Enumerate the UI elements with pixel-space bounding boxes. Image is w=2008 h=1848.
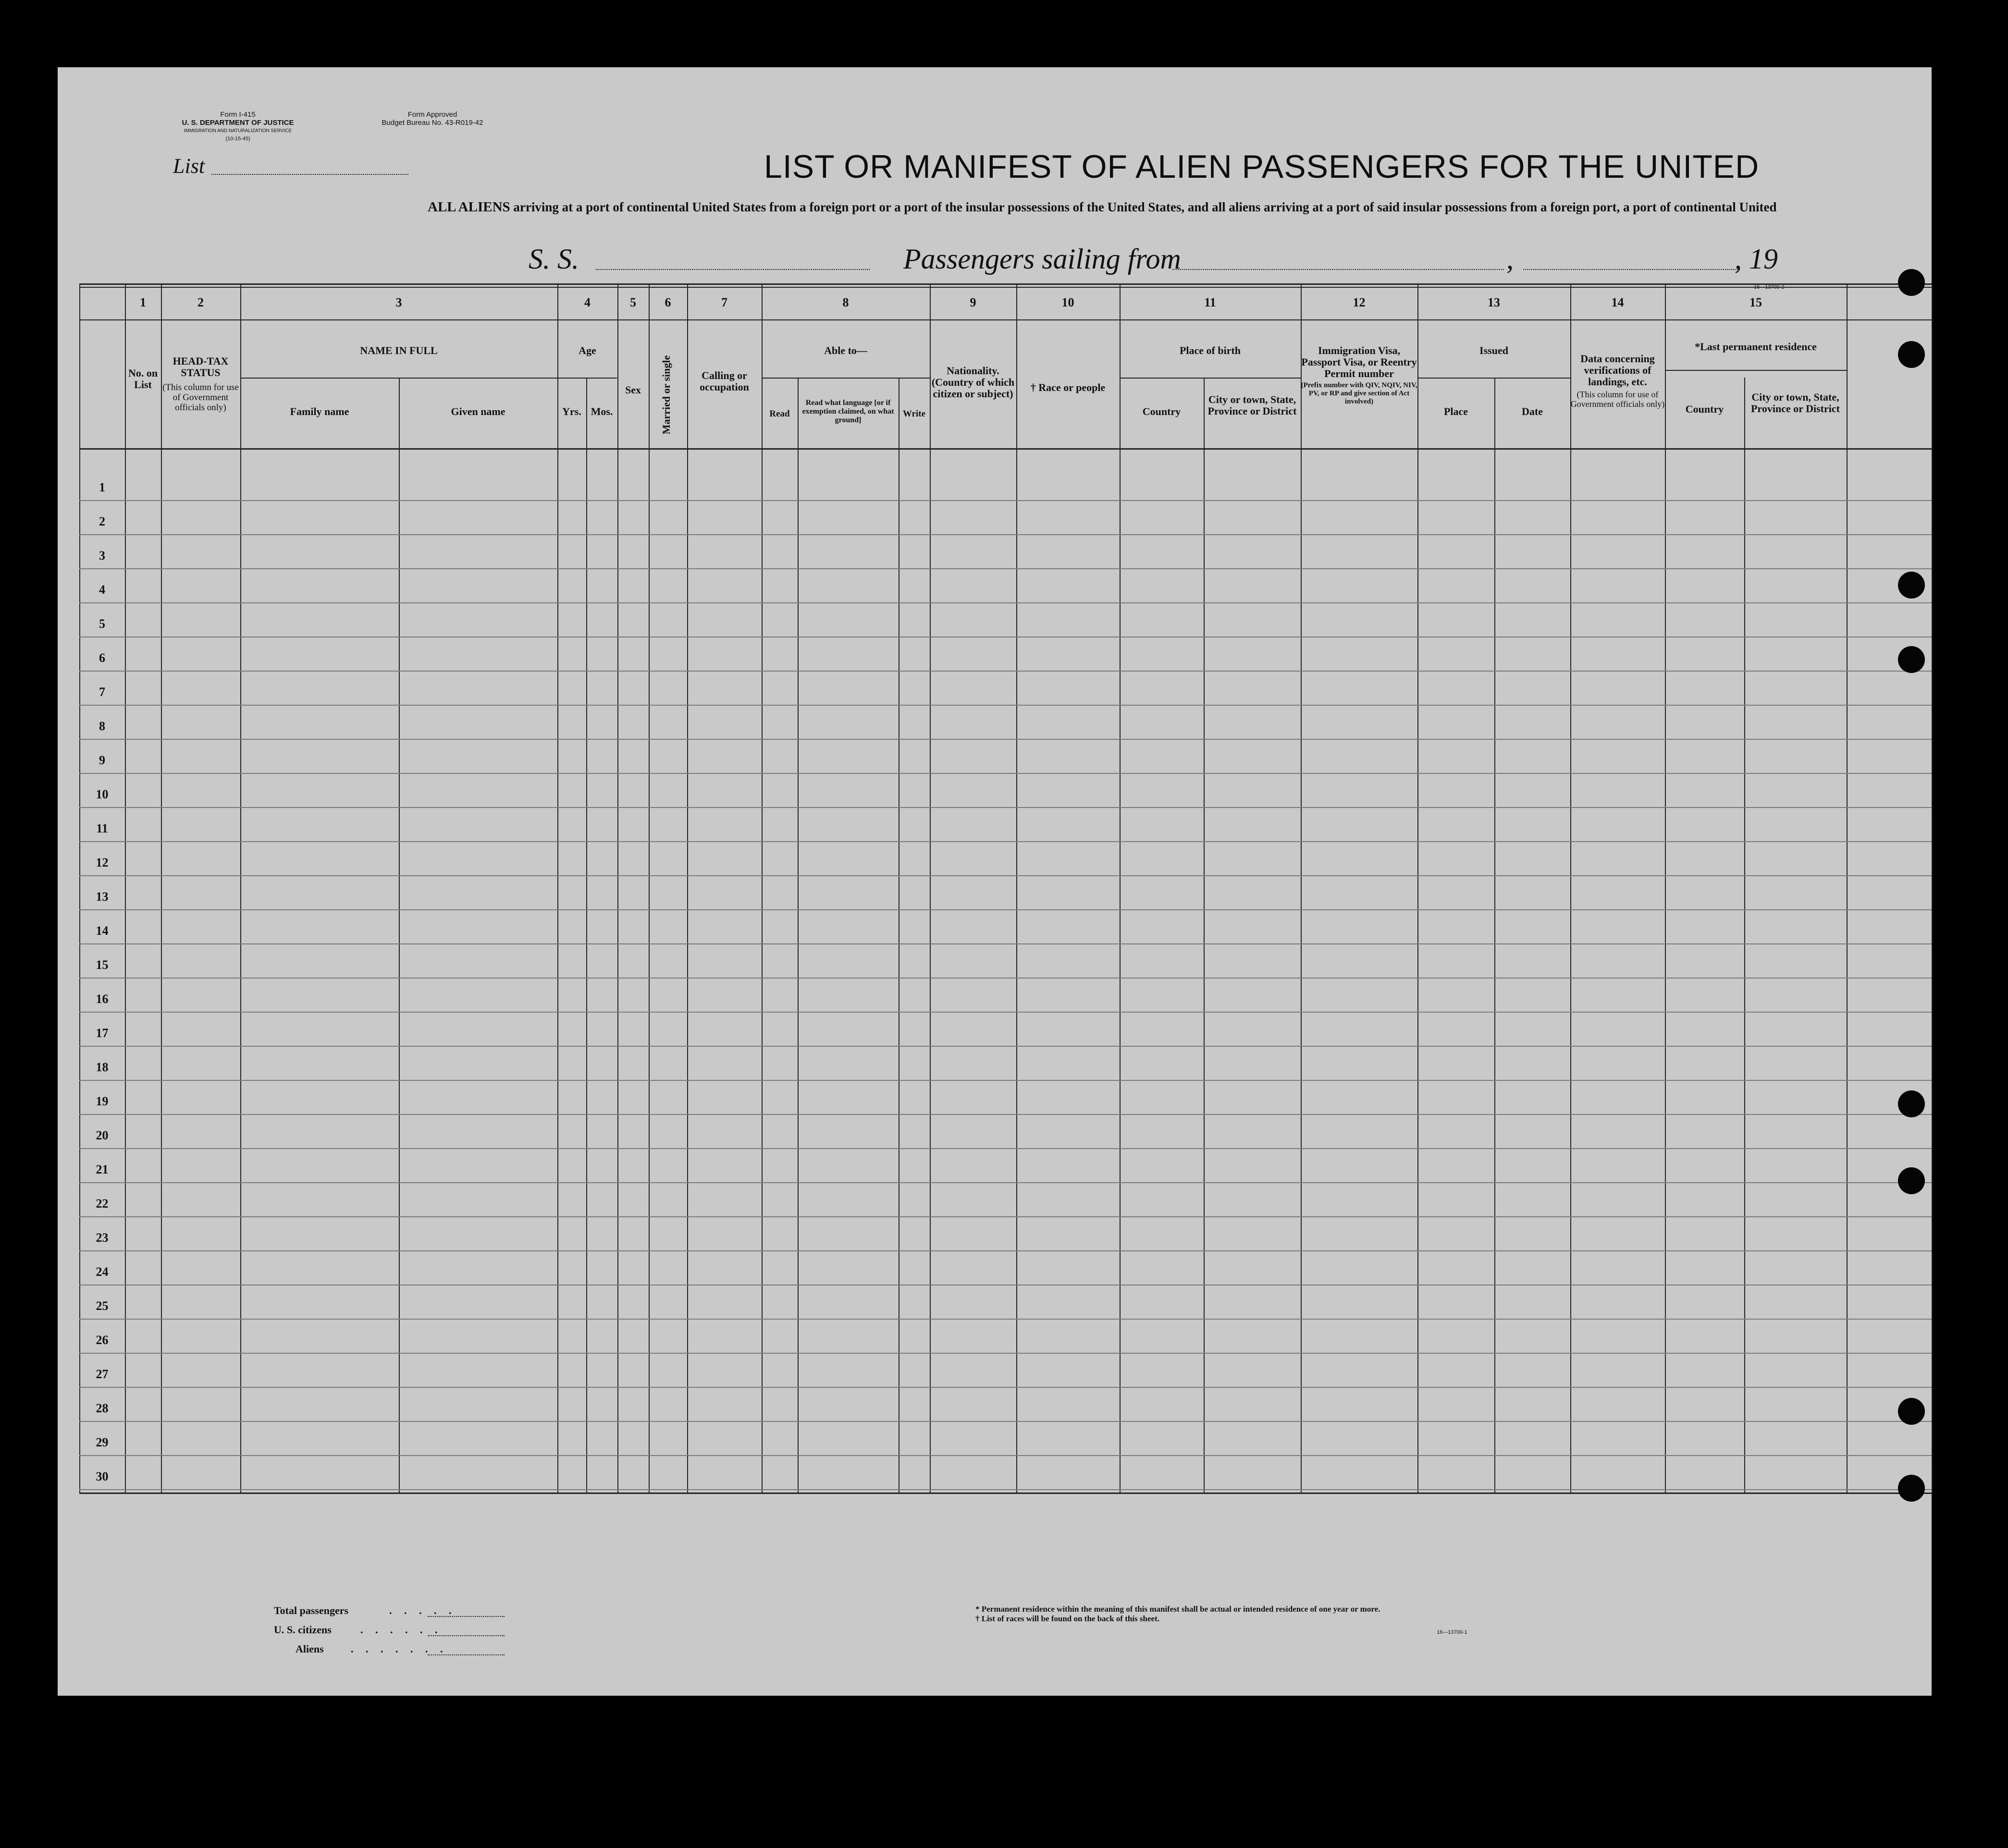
column-number: 8 (842, 295, 849, 309)
form-id-block (168, 110, 308, 143)
header-nationality: Nationality. (Country of which citizen or subject) (931, 365, 1015, 400)
us-citizens-label: U. S. citizens (274, 1624, 332, 1636)
column-rule (1847, 285, 1848, 1494)
header-yrs: Yrs. (562, 405, 581, 417)
column-rule (930, 285, 931, 1494)
footnote-residence: * Permanent residence within the meaning of this manifest shall be actual or intended residence of one year or more. (975, 1604, 1380, 1614)
table-row[interactable] (79, 978, 1932, 979)
header-head-tax (161, 355, 240, 413)
table-row[interactable] (79, 1421, 1932, 1422)
row-number: 16 (96, 992, 109, 1006)
table-row[interactable] (79, 1319, 1932, 1320)
row-number: 10 (96, 787, 109, 801)
header-calling: Calling or occupation (700, 369, 749, 393)
column-number: 6 (665, 295, 671, 309)
row-number: 28 (96, 1401, 109, 1415)
row-number: 9 (99, 753, 105, 767)
total-passengers-row: Total passengers . . . . . (274, 1604, 610, 1624)
header-place-of-birth: Place of birth (1179, 344, 1241, 356)
column-number: 14 (1611, 295, 1624, 309)
header-race: † Race or people (1030, 381, 1106, 393)
total-passengers-blank[interactable] (428, 1616, 505, 1617)
row-number: 14 (96, 924, 109, 938)
column-rule (1570, 285, 1571, 1494)
column-rule (125, 285, 126, 1494)
table-row[interactable] (79, 568, 1932, 569)
header-issued-place: Place (1443, 405, 1468, 417)
table-row[interactable] (79, 1012, 1932, 1013)
totals-block (274, 1604, 610, 1662)
row-number: 20 (96, 1128, 109, 1142)
footnote-races: † List of races will be found on the back of this sheet. (975, 1614, 1159, 1623)
issued-subheader-rule (1417, 378, 1570, 379)
header-mos: Mos. (591, 405, 613, 417)
column-rule (1665, 285, 1666, 1494)
header-married-or-single: Married or single (660, 355, 672, 435)
list-label: List (173, 154, 205, 178)
punch-hole (1898, 341, 1925, 368)
header-issued: Issued (1479, 344, 1508, 356)
header-data-concerning (1570, 353, 1665, 409)
row-number: 5 (99, 617, 105, 631)
table-row[interactable] (79, 807, 1932, 808)
aliens-row: Aliens . . . . . . . (274, 1643, 610, 1662)
punch-hole (1898, 646, 1925, 673)
column-number: 15 (1749, 295, 1762, 309)
form-date-code: (10-15-45) (225, 136, 250, 142)
column-number: 9 (970, 295, 976, 309)
column-rule (1744, 378, 1745, 1494)
header-sex: Sex (625, 384, 641, 396)
form-number: Form I-415 (220, 110, 256, 119)
data-concerning-title: Data concerning verifications of landings, etc. (1580, 353, 1655, 388)
column-rule (161, 285, 162, 1494)
aliens-label: Aliens (296, 1643, 324, 1655)
data-concerning-note: (This column for use of Government officials only) (1570, 390, 1665, 409)
table-row[interactable] (79, 1114, 1932, 1115)
row-number: 26 (96, 1333, 109, 1347)
table-row[interactable] (79, 841, 1932, 842)
table-row[interactable] (79, 671, 1932, 672)
punch-hole (1898, 1475, 1925, 1502)
row-number: 19 (96, 1094, 109, 1108)
age-subheader-rule (556, 378, 617, 379)
row-number: 17 (96, 1026, 109, 1040)
table-row[interactable] (79, 909, 1932, 910)
table-row[interactable] (79, 1216, 1932, 1217)
row-number: 27 (96, 1367, 109, 1381)
column-number: 11 (1204, 295, 1216, 309)
year-label: , 19 (1735, 243, 1778, 275)
row-number: 30 (96, 1469, 109, 1483)
column-rule (687, 285, 688, 1494)
form-approved: Form Approved (407, 110, 457, 119)
header-write: Write (902, 409, 926, 419)
table-row[interactable] (79, 602, 1932, 603)
department-name: U. S. DEPARTMENT OF JUSTICE (182, 119, 294, 127)
row-number: 1 (99, 480, 105, 494)
header-residence-city: City or town, State, Province or District (1751, 391, 1840, 415)
manifest-title: LIST OR MANIFEST OF ALIEN PASSENGERS FOR THE UNITED (764, 148, 1760, 185)
column-rule (586, 378, 587, 1494)
header-age: Age (579, 344, 596, 356)
row-number: 15 (96, 958, 109, 972)
punch-hole (1898, 1398, 1925, 1425)
column-rule (649, 285, 650, 1494)
header-birth-city: City or town, State, Province or District (1207, 393, 1297, 417)
name-subheader-rule (240, 378, 557, 379)
header-given-name: Given name (451, 405, 505, 417)
column-rule (1494, 378, 1495, 1494)
vessel-comma: , (1506, 243, 1514, 275)
column-rule (240, 285, 241, 1494)
header-read-what: Read what language [or if exemption claimed, on what ground] (802, 399, 894, 424)
row-number: 22 (96, 1197, 109, 1211)
head-tax-title: HEAD-TAX STATUS (172, 355, 229, 379)
column-number: 10 (1061, 295, 1074, 309)
total-passengers-label: Total passengers (274, 1604, 349, 1616)
list-number-blank[interactable] (211, 174, 408, 175)
header-birth-country: Country (1142, 405, 1181, 417)
number-row-rule (79, 319, 1932, 320)
budget-block (356, 110, 509, 127)
header-issued-date: Date (1522, 405, 1543, 417)
column-rule (1301, 285, 1302, 1494)
punch-hole (1898, 572, 1925, 599)
table-top-rule (79, 283, 1932, 285)
column-number: 1 (140, 295, 146, 309)
table-row[interactable] (79, 705, 1932, 706)
table-row[interactable] (79, 943, 1932, 944)
row-number: 3 (99, 549, 105, 563)
table-bottom-rule (79, 1493, 1932, 1494)
budget-bureau-no: Budget Bureau No. 43-R019-42 (382, 119, 483, 127)
column-number: 4 (584, 295, 591, 309)
row-number: 12 (96, 856, 109, 869)
row-number: 23 (96, 1231, 109, 1245)
row-number: 21 (96, 1163, 109, 1176)
head-tax-note: (This column for use of Government officials only) (162, 382, 239, 413)
us-citizens-blank[interactable] (428, 1635, 505, 1636)
subtitle-lead: ALL ALIENS (428, 199, 510, 215)
row-number: 13 (96, 890, 109, 904)
column-number: 5 (630, 295, 636, 309)
sailing-from-label: Passengers sailing from (903, 243, 1181, 275)
row-number: 18 (96, 1060, 109, 1074)
table-row[interactable] (79, 534, 1932, 535)
column-rule (1204, 378, 1205, 1494)
header-residence-country: Country (1685, 403, 1724, 415)
row-number: 25 (96, 1299, 109, 1313)
header-read: Read (769, 409, 790, 419)
column-rule (1932, 285, 1933, 1494)
column-rule (1016, 285, 1017, 1494)
table-row[interactable] (79, 1353, 1932, 1354)
column-rule (1120, 285, 1121, 1494)
column-number: 12 (1353, 295, 1366, 309)
column-rule (557, 285, 558, 1494)
service-name: IMMIGRATION AND NATURALIZATION SERVICE (184, 128, 292, 134)
table-row[interactable] (79, 739, 1932, 740)
header-visa (1301, 345, 1417, 406)
column-number: 13 (1488, 295, 1500, 309)
ss-label: S. S. (529, 243, 579, 275)
table-row[interactable] (79, 875, 1932, 876)
table-row[interactable] (79, 1046, 1932, 1047)
row-number: 4 (99, 583, 105, 597)
visa-title: Immigration Visa, Passport Visa, or Reentry Permit number (1301, 344, 1417, 379)
header-last-residence: *Last permanent residence (1695, 341, 1817, 353)
table-row[interactable] (79, 1387, 1932, 1388)
us-citizens-row: U. S. citizens . . . . . . (274, 1624, 610, 1643)
footnotes (975, 1604, 1552, 1624)
row-number: 7 (99, 685, 105, 699)
table-row[interactable] (79, 1148, 1932, 1149)
manifest-sheet (58, 67, 1932, 1696)
column-rule (762, 285, 763, 1494)
manifest-subtitle (428, 199, 1908, 215)
table-row[interactable] (79, 636, 1932, 637)
footnote-code: 16—13700-1 (1437, 1629, 1467, 1635)
able-subheader-rule (762, 378, 930, 379)
header-family-name: Family name (290, 405, 349, 417)
table-row[interactable] (79, 1455, 1932, 1456)
table-top-rule-2 (79, 287, 1932, 288)
date-blank[interactable] (1523, 269, 1739, 270)
table-row[interactable] (79, 1250, 1932, 1251)
row-number: 2 (99, 514, 105, 528)
header-bottom-rule (79, 448, 1932, 450)
column-rule (617, 285, 618, 1494)
row-number: 6 (99, 651, 105, 665)
punch-hole (1898, 1167, 1925, 1194)
header-no-on-list: No. on List (128, 367, 158, 391)
table-row[interactable] (79, 773, 1932, 774)
column-rule (1417, 285, 1418, 1494)
column-number: 3 (395, 295, 402, 309)
table-row[interactable] (79, 1080, 1932, 1081)
table-row[interactable] (79, 500, 1932, 501)
punch-hole (1898, 269, 1925, 296)
row-number: 11 (96, 821, 108, 835)
row-number: 29 (96, 1435, 109, 1449)
aliens-blank[interactable] (428, 1654, 505, 1655)
column-number: 2 (197, 295, 204, 309)
table-row[interactable] (79, 1182, 1932, 1183)
column-number: 7 (721, 295, 727, 309)
row-number: 8 (99, 719, 105, 733)
ship-name-blank[interactable] (596, 269, 870, 270)
column-rule (798, 378, 799, 1494)
port-blank[interactable] (1172, 269, 1504, 270)
header-able-to: Able to— (824, 344, 867, 356)
subtitle-text: arriving at a port of continental United States from a foreign port or a port of the insular possessions of the United States, and all aliens arriving at a port of said insular possessions from a foreign port, a port of continental United (513, 200, 1777, 214)
residence-subheader-rule (1665, 370, 1847, 371)
table-row[interactable] (79, 1489, 1932, 1490)
visa-note: (Prefix number with QIV, NQIV, NIV, PV, or RP and give section of Act involved) (1301, 381, 1417, 405)
row-number: 24 (96, 1265, 109, 1279)
column-rule (399, 378, 400, 1494)
punch-hole (1898, 1090, 1925, 1117)
header-name-in-full: NAME IN FULL (360, 344, 438, 356)
birth-subheader-rule (1120, 378, 1301, 379)
